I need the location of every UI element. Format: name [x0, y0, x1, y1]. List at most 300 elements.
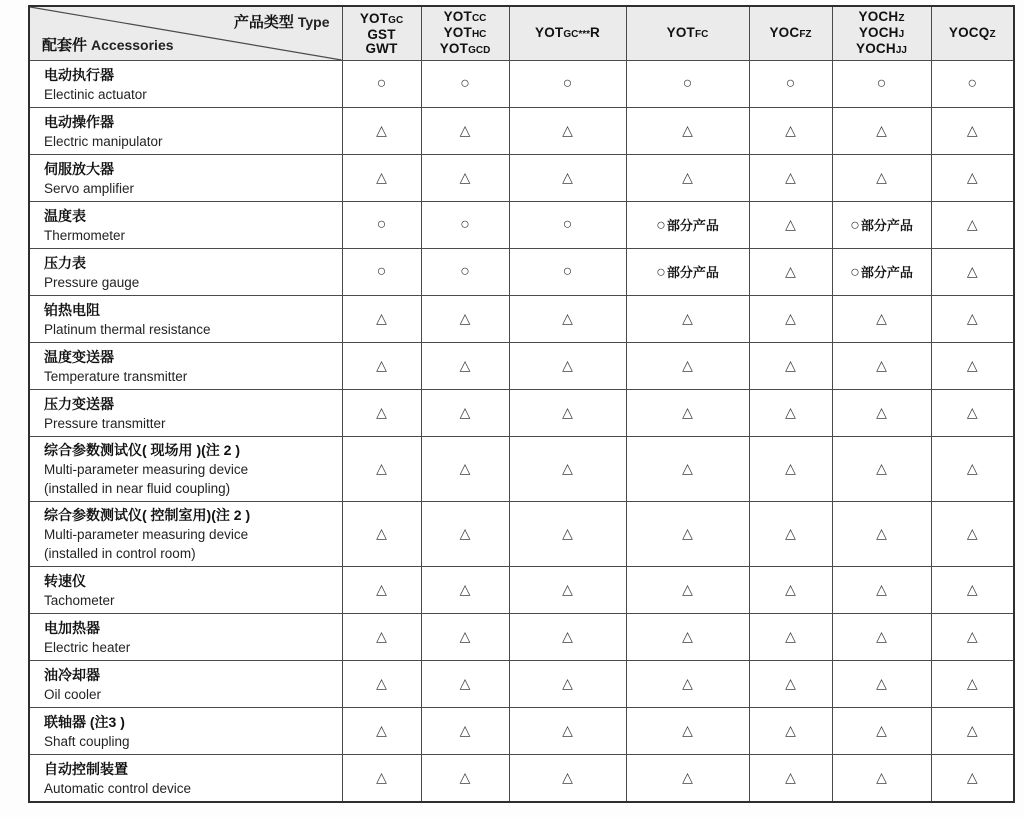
triangle-mark-cell: [626, 614, 749, 661]
triangle-mark-cell: [931, 249, 1014, 296]
triangle-mark-cell: [931, 296, 1014, 343]
triangle-mark-cell: [626, 296, 749, 343]
triangle-mark-cell: [749, 390, 832, 437]
partial-product-label: 部分产品: [666, 218, 719, 233]
accessory-name-cell: [29, 390, 342, 437]
triangle-mark: △: [562, 357, 573, 373]
accessory-name-zh: 电动操作器: [44, 113, 114, 130]
triangle-mark-cell: [749, 437, 832, 502]
triangle-mark-cell: [749, 567, 832, 614]
triangle-mark: △: [562, 769, 573, 785]
triangle-mark: △: [682, 722, 693, 738]
table-row: [29, 343, 1014, 390]
triangle-mark: △: [459, 722, 471, 738]
triangle-mark-cell: [931, 390, 1014, 437]
product-code-line: YOTFC: [666, 24, 709, 40]
circle-mark-cell: [421, 249, 509, 296]
accessory-name-zh: 综合参数测试仪( 现场用 )(注 2 ): [44, 442, 240, 458]
triangle-mark-cell: [626, 708, 749, 755]
product-code-line: YOTGCD: [439, 40, 491, 56]
triangle-mark: △: [785, 357, 796, 373]
circle-mark: ○: [460, 216, 470, 233]
accessory-name-en: Shaft coupling: [44, 733, 130, 749]
accessory-name-zh: 油冷却器: [44, 666, 100, 683]
triangle-mark: △: [966, 460, 978, 476]
triangle-mark-cell: [421, 567, 509, 614]
triangle-mark-cell: [421, 708, 509, 755]
triangle-mark-cell: [931, 502, 1014, 567]
triangle-mark: △: [682, 310, 693, 326]
accessory-name-cell: [29, 755, 342, 803]
table-row: [29, 614, 1014, 661]
triangle-mark-cell: [626, 437, 749, 502]
accessory-name-cell: [29, 437, 342, 502]
table-row: [29, 755, 1014, 803]
partial-product-label: 部分产品: [666, 265, 719, 280]
triangle-mark: △: [459, 310, 471, 326]
triangle-mark: △: [376, 769, 387, 785]
circle-mark: ○: [562, 263, 573, 280]
table-row: [29, 567, 1014, 614]
accessory-name-en: Pressure transmitter: [44, 415, 166, 431]
circle-mark: ○: [460, 263, 470, 280]
triangle-mark: △: [682, 460, 693, 476]
accessory-name-cell: [29, 155, 342, 202]
triangle-mark: △: [876, 169, 887, 185]
product-type-header-yotfc: [626, 6, 749, 61]
circle-mark-cell: [931, 61, 1014, 108]
circle-mark: ○: [876, 75, 887, 92]
triangle-mark-cell: [509, 437, 626, 502]
triangle-mark: △: [376, 310, 387, 326]
triangle-mark-cell: [509, 108, 626, 155]
accessory-name-cell: [29, 343, 342, 390]
triangle-mark-cell: [342, 708, 421, 755]
triangle-mark: △: [785, 460, 796, 476]
triangle-mark-cell: [421, 614, 509, 661]
triangle-mark-cell: [749, 296, 832, 343]
triangle-mark-cell: [421, 437, 509, 502]
triangle-mark-cell: [832, 755, 931, 803]
accessories-label-en: Accessories: [91, 37, 174, 53]
accessory-name-cell: [29, 567, 342, 614]
triangle-mark-cell: [749, 343, 832, 390]
triangle-mark-cell: [509, 661, 626, 708]
accessory-name-zh: 综合参数测试仪( 控制室用)(注 2 ): [44, 507, 251, 523]
triangle-mark: △: [562, 310, 573, 326]
accessory-name-en: Thermometer: [44, 227, 126, 243]
accessory-name-en: Multi-parameter measuring device: [44, 527, 249, 542]
triangle-mark-cell: [509, 567, 626, 614]
triangle-mark-cell: [421, 296, 509, 343]
circle-mark-cell: [832, 61, 931, 108]
triangle-mark-cell: [749, 155, 832, 202]
accessory-name-zh: 铂热电阻: [44, 301, 100, 318]
triangle-mark: △: [876, 357, 887, 373]
triangle-mark: △: [785, 722, 796, 738]
corner-cell: [29, 6, 342, 61]
triangle-mark: △: [785, 404, 796, 420]
circle-mark: ○: [967, 75, 978, 92]
triangle-mark: △: [459, 525, 471, 541]
triangle-mark-cell: [626, 108, 749, 155]
accessories-label-zh: 配套件: [42, 37, 88, 54]
product-code-line: YOCQZ: [948, 24, 996, 40]
circle-mark-cell: [509, 202, 626, 249]
triangle-mark-cell: [832, 502, 931, 567]
circle-mark: ○: [850, 264, 860, 281]
triangle-mark-cell: [509, 296, 626, 343]
circle-mark: ○: [785, 75, 796, 92]
triangle-mark-cell: [626, 390, 749, 437]
triangle-mark-cell: [342, 755, 421, 803]
accessory-name-en: Multi-parameter measuring device: [44, 462, 249, 477]
product-code-line: YOCFZ: [769, 24, 812, 40]
triangle-mark: △: [562, 722, 573, 738]
product-type-header-yocfz: [749, 6, 832, 61]
circle-mark: ○: [656, 217, 666, 234]
triangle-mark-cell: [832, 343, 931, 390]
accessory-name-cell: [29, 614, 342, 661]
triangle-mark-cell: [749, 108, 832, 155]
accessory-name-cell: [29, 61, 342, 108]
triangle-mark: △: [966, 722, 978, 738]
accessories-compatibility-table: [28, 5, 1015, 803]
accessory-name-cell: [29, 249, 342, 296]
triangle-mark: △: [459, 769, 471, 785]
circle-partial-mark-cell: [626, 202, 749, 249]
accessory-name-zh: 自动控制装置: [44, 760, 128, 777]
table-row: [29, 502, 1014, 567]
triangle-mark: △: [966, 628, 978, 644]
product-type-label-en: Type: [297, 14, 330, 30]
triangle-mark: △: [966, 525, 978, 541]
circle-partial-mark-cell: [832, 202, 931, 249]
triangle-mark: △: [459, 675, 471, 691]
triangle-mark: △: [376, 525, 387, 541]
triangle-mark-cell: [626, 155, 749, 202]
product-type-header-yotgc-gst-gwt: [342, 6, 421, 61]
accessory-name-en: Pressure gauge: [44, 274, 140, 290]
triangle-mark-cell: [832, 296, 931, 343]
triangle-mark: △: [459, 122, 471, 138]
circle-mark-cell: [509, 249, 626, 296]
triangle-mark: △: [562, 460, 573, 476]
triangle-mark-cell: [749, 502, 832, 567]
triangle-mark-cell: [832, 155, 931, 202]
triangle-mark: △: [876, 722, 887, 738]
circle-mark: ○: [376, 263, 387, 280]
triangle-mark-cell: [931, 155, 1014, 202]
triangle-mark-cell: [931, 343, 1014, 390]
triangle-mark-cell: [832, 708, 931, 755]
accessory-name-zh: 电加热器: [44, 619, 100, 636]
triangle-mark-cell: [421, 661, 509, 708]
triangle-mark-cell: [931, 614, 1014, 661]
triangle-mark-cell: [749, 755, 832, 803]
triangle-mark-cell: [342, 502, 421, 567]
triangle-mark: △: [876, 628, 887, 644]
triangle-mark-cell: [626, 343, 749, 390]
product-code-line: YOCHJ: [858, 24, 905, 40]
triangle-mark-cell: [509, 155, 626, 202]
triangle-mark: △: [562, 404, 573, 420]
triangle-mark: △: [966, 216, 978, 232]
accessory-name-zh: 压力表: [44, 254, 86, 271]
triangle-mark: △: [876, 525, 887, 541]
circle-mark: ○: [656, 264, 666, 281]
triangle-mark-cell: [342, 155, 421, 202]
triangle-mark-cell: [626, 502, 749, 567]
product-type-header-yotcc-yothc-yotgcd: [421, 6, 509, 61]
table-row: [29, 155, 1014, 202]
table-row: [29, 661, 1014, 708]
circle-mark: ○: [682, 75, 693, 92]
triangle-mark-cell: [421, 755, 509, 803]
triangle-mark-cell: [931, 108, 1014, 155]
triangle-mark: △: [562, 169, 573, 185]
product-type-label-zh: 产品类型: [233, 14, 294, 31]
triangle-mark: △: [459, 404, 471, 420]
triangle-mark-cell: [342, 390, 421, 437]
triangle-mark-cell: [832, 437, 931, 502]
circle-mark-cell: [509, 61, 626, 108]
triangle-mark: △: [376, 722, 387, 738]
triangle-mark-cell: [832, 614, 931, 661]
accessory-name-en: Electric heater: [44, 639, 131, 655]
triangle-mark: △: [459, 460, 471, 476]
triangle-mark: △: [785, 675, 796, 691]
accessory-name-en: Electric manipulator: [44, 133, 163, 149]
accessory-name-zh: 伺服放大器: [44, 160, 114, 177]
accessory-name-en: Platinum thermal resistance: [44, 321, 211, 337]
triangle-mark: △: [876, 460, 887, 476]
triangle-mark-cell: [749, 661, 832, 708]
triangle-mark: △: [682, 122, 693, 138]
triangle-mark: △: [876, 404, 887, 420]
triangle-mark-cell: [931, 202, 1014, 249]
triangle-mark-cell: [749, 614, 832, 661]
triangle-mark: △: [459, 357, 471, 373]
product-code-line: YOTGC: [359, 10, 404, 26]
accessory-name-en: (installed in near fluid coupling): [44, 481, 231, 496]
product-type-header-yocqz: [931, 6, 1014, 61]
triangle-mark-cell: [749, 249, 832, 296]
triangle-mark-cell: [342, 296, 421, 343]
triangle-mark-cell: [509, 755, 626, 803]
triangle-mark-cell: [749, 202, 832, 249]
triangle-mark: △: [785, 263, 796, 279]
triangle-mark: △: [876, 122, 887, 138]
circle-mark-cell: [421, 202, 509, 249]
triangle-mark: △: [785, 769, 796, 785]
accessory-name-cell: [29, 661, 342, 708]
triangle-mark: △: [562, 581, 573, 597]
circle-mark: ○: [376, 75, 387, 92]
triangle-mark: △: [459, 628, 471, 644]
product-code-line: GWT: [365, 40, 398, 56]
table-row: [29, 390, 1014, 437]
accessory-name-en: Tachometer: [44, 592, 115, 608]
triangle-mark: △: [785, 216, 796, 232]
triangle-mark: △: [562, 122, 573, 138]
product-code-line: YOCHJJ: [856, 40, 907, 56]
circle-mark: ○: [850, 217, 860, 234]
triangle-mark-cell: [749, 708, 832, 755]
product-code-line: YOTHC: [443, 24, 487, 40]
triangle-mark-cell: [342, 567, 421, 614]
product-type-corner-label: [234, 11, 330, 32]
accessory-name-zh: 温度变送器: [44, 348, 114, 365]
product-type-header-yotgc-star-r: [509, 6, 626, 61]
table-row: [29, 249, 1014, 296]
partial-product-label: 部分产品: [860, 265, 913, 280]
triangle-mark-cell: [931, 567, 1014, 614]
accessory-name-en: Servo amplifier: [44, 180, 135, 196]
triangle-mark-cell: [421, 502, 509, 567]
triangle-mark: △: [785, 525, 796, 541]
accessory-name-en: Electinic actuator: [44, 86, 147, 102]
accessory-name-en: (installed in control room): [44, 546, 196, 561]
triangle-mark-cell: [931, 437, 1014, 502]
circle-mark-cell: [342, 202, 421, 249]
triangle-mark: △: [966, 122, 978, 138]
accessory-name-en: Automatic control device: [44, 780, 192, 796]
triangle-mark: △: [682, 581, 693, 597]
triangle-mark-cell: [509, 708, 626, 755]
circle-mark-cell: [342, 61, 421, 108]
triangle-mark-cell: [832, 390, 931, 437]
triangle-mark-cell: [342, 108, 421, 155]
table-row: [29, 61, 1014, 108]
product-code-line: GST: [367, 26, 396, 42]
triangle-mark-cell: [509, 343, 626, 390]
circle-mark: ○: [460, 75, 470, 92]
triangle-mark-cell: [931, 708, 1014, 755]
triangle-mark-cell: [509, 614, 626, 661]
accessory-name-en: Temperature transmitter: [44, 368, 188, 384]
triangle-mark: △: [966, 169, 978, 185]
circle-mark-cell: [421, 61, 509, 108]
triangle-mark-cell: [342, 661, 421, 708]
triangle-mark: △: [682, 769, 693, 785]
triangle-mark: △: [785, 122, 796, 138]
triangle-mark: △: [682, 169, 693, 185]
table-row: [29, 437, 1014, 502]
triangle-mark-cell: [626, 661, 749, 708]
triangle-mark-cell: [421, 343, 509, 390]
triangle-mark-cell: [421, 108, 509, 155]
accessory-name-cell: [29, 708, 342, 755]
triangle-mark: △: [376, 628, 387, 644]
triangle-mark: △: [966, 263, 978, 279]
accessory-name-zh: 压力变送器: [44, 395, 114, 412]
accessory-name-cell: [29, 108, 342, 155]
triangle-mark: △: [459, 169, 471, 185]
triangle-mark: △: [682, 628, 693, 644]
triangle-mark: △: [785, 310, 796, 326]
accessories-corner-label: [42, 34, 174, 55]
triangle-mark-cell: [509, 390, 626, 437]
header-row: [29, 6, 1014, 61]
triangle-mark-cell: [342, 437, 421, 502]
product-type-header-yochz-yochj-yochjj: [832, 6, 931, 61]
product-code-line: YOCHZ: [858, 8, 905, 24]
accessory-name-cell: [29, 502, 342, 567]
circle-mark: ○: [562, 216, 573, 233]
table-row: [29, 202, 1014, 249]
triangle-mark: △: [876, 581, 887, 597]
triangle-mark: △: [785, 169, 796, 185]
circle-mark: ○: [376, 216, 387, 233]
triangle-mark: △: [785, 581, 796, 597]
triangle-mark-cell: [832, 661, 931, 708]
table-row: [29, 708, 1014, 755]
accessory-name-zh: 电动执行器: [44, 66, 114, 83]
triangle-mark: △: [376, 122, 387, 138]
circle-partial-mark-cell: [626, 249, 749, 296]
circle-mark: ○: [562, 75, 573, 92]
triangle-mark: △: [376, 581, 387, 597]
triangle-mark: △: [876, 310, 887, 326]
triangle-mark: △: [682, 357, 693, 373]
triangle-mark-cell: [832, 567, 931, 614]
triangle-mark-cell: [626, 755, 749, 803]
circle-partial-mark-cell: [832, 249, 931, 296]
triangle-mark: △: [562, 675, 573, 691]
triangle-mark: △: [876, 675, 887, 691]
partial-product-label: 部分产品: [860, 218, 913, 233]
product-code-line: YOTCC: [443, 8, 487, 24]
triangle-mark-cell: [931, 661, 1014, 708]
circle-mark-cell: [749, 61, 832, 108]
triangle-mark: △: [966, 581, 978, 597]
triangle-mark-cell: [626, 567, 749, 614]
triangle-mark: △: [785, 628, 796, 644]
triangle-mark-cell: [421, 390, 509, 437]
triangle-mark: △: [376, 357, 387, 373]
triangle-mark: △: [459, 581, 471, 597]
triangle-mark-cell: [931, 755, 1014, 803]
triangle-mark: △: [966, 357, 978, 373]
triangle-mark-cell: [342, 614, 421, 661]
triangle-mark-cell: [509, 502, 626, 567]
circle-mark-cell: [342, 249, 421, 296]
triangle-mark: △: [376, 460, 387, 476]
triangle-mark: △: [376, 675, 387, 691]
triangle-mark: △: [966, 404, 978, 420]
triangle-mark: △: [376, 404, 387, 420]
triangle-mark: △: [682, 675, 693, 691]
triangle-mark: △: [562, 525, 573, 541]
accessory-name-cell: [29, 296, 342, 343]
triangle-mark: △: [682, 404, 693, 420]
triangle-mark: △: [966, 675, 978, 691]
accessory-name-zh: 联轴器 (注3 ): [44, 713, 125, 730]
triangle-mark-cell: [342, 343, 421, 390]
accessory-name-cell: [29, 202, 342, 249]
triangle-mark: △: [966, 769, 978, 785]
table-row: [29, 296, 1014, 343]
triangle-mark: △: [682, 525, 693, 541]
product-code-line: YOTGC***R: [535, 24, 600, 40]
triangle-mark-cell: [832, 108, 931, 155]
accessory-name-zh: 温度表: [44, 207, 86, 224]
triangle-mark: △: [562, 628, 573, 644]
triangle-mark-cell: [421, 155, 509, 202]
accessory-name-en: Oil cooler: [44, 686, 102, 702]
circle-mark-cell: [626, 61, 749, 108]
